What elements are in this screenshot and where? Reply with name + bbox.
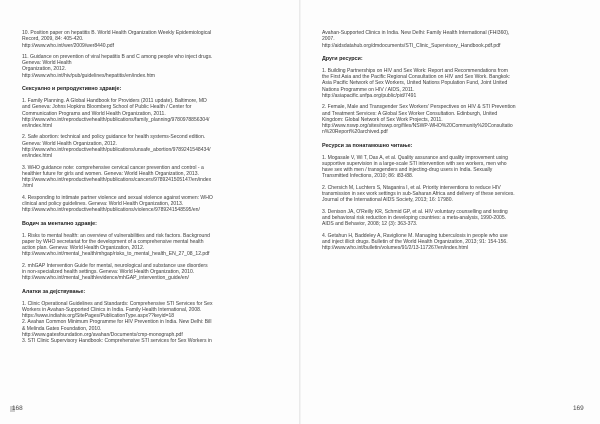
- left-page: [0, 0, 299, 424]
- heading-further-reading: Ресурси за понатамошно читање:: [322, 143, 413, 150]
- reference-tools-list: 1. Clinic Operational Guidelines and Standards: Comprehensive STI Services for Sex Workers in Avahan-Supported Clinics in India. Family Health International, 2008. https://www.indiahiv.org/SitePages/PublicationType.aspx??keyid=18 2. Avahan Common Minimum Programme for HIV Prevention in India. New Delhi: Bill & Melinda Gates Foundation, 2010. http://www.gatesfoundation.org/avahan/Documents/cmp-monograph.pdf 3. STI Clinic Supervisory Handbook: Comprehensive STI services for Sex Workers in: [22, 300, 213, 345]
- reference-sexual-1: 1. Family Planning. A Global Handbook for Providers (2011 update). Baltimore, MD and Geneva: Johns Hopkins Bloomberg School of Public Health / Center for Communication Programs and World Health Organization, 2011. http://www.who.int/reproductivehealth/publications/family_planning/9780978856304/ en/index.html: [22, 98, 210, 130]
- reference-mental-1: 1. Risks to mental health: an overview of vulnerabilities and risk factors. Background paper by WHO secretariat for the development of a comprehensive mental health action plan. Geneva: World Health Organization, 2012. http://www.who.int/mental_health/mhgap/risks_to_mental_health_EN_27_08_12.pdf: [22, 232, 210, 258]
- reference-resource-1: 1. Building Partnerships on HIV and Sex Work: Report and Recommendations from the First Asia and the Pacific Regional Consultation on HIV and Sex Work. Bangkok: Asia Pacific Network of Sex Workers, United Nations Population Fund, Joint United Nations Programme on HIV / AIDS, 2011. http://asiapacific.unfpa.org/public/pid/7491: [322, 67, 511, 99]
- right-column: [322, 30, 588, 257]
- heading-action-tools: Алатки за дејствување:: [22, 289, 86, 296]
- page-number-left: 168: [12, 405, 23, 412]
- reference-reading-1: 1. Mogasale V, Wi T, Das A, et al. Quality assurance and quality improvement using supportive supervision in a large-scale STI intervention with sex workers, men who have sex with men / transgenders and injecting-drug users in India. Sexually Transmitted Infections, 2010; 86: i83-i88.: [322, 154, 508, 180]
- right-page: [301, 0, 600, 424]
- heading-sexual-reproductive-health: Сексуално и репродуктивно здравје:: [22, 86, 122, 93]
- reference-10: 10. Position paper on hepatitis B. World Health Organization Weekly Epidemiological Record, 2009, 84: 405-420. http://www.who.int/wer/2009/wer8440.pdf: [22, 30, 212, 49]
- reference-mental-2: 2. mhGAP Intervention Guide for mental, neurological and substance use disorders in non-specialized health settings. Geneva: World Health Organization, 2010. http://www.who.int/mental_health/evidence/mhGAP_intervention_guide/en/: [22, 262, 208, 282]
- reference-reading-3: 3. Denison JA, O'Reilly KR, Schmid GP, et al. HIV voluntary counselling and testing and behavioral risk reduction in developing countries: a meta-analysis, 1990-2005. AIDS and Behavior, 2008; 12 (3): 363-373.: [322, 208, 508, 228]
- reference-tools-continued: Avahan-Supported Clinics in India. New Delhi: Family Health International (FHI360), 2007. http://aidsdatahub.org/dmdocuments/STI_Clinic_Supervisory_Handbook.pdf.pdf: [322, 30, 510, 49]
- left-column: [22, 30, 284, 350]
- reference-reading-2: 2. Chersich M, Luchters S, Ntaganira I, et al. Priority interventions to reduce HIV transmission in sex work settings in sub-Saharan Africa and delivery of these services. Journal of the International AIDS Society, 2013; 16: 17980.: [322, 184, 515, 204]
- reference-resource-2: 2. Female, Male and Transgender Sex Workers' Perspectives on HIV & STI Prevention and Treatment Services: A Global Sex Worker Consultation. Edinburgh, United Kingdom: Global Network of Sex Work Projects, 2011. http://www.nswp.org/sites/nswp.org/files/NSWP-WHO%20Community%20Consultatio n%20Report%20archived.pdf: [322, 104, 516, 136]
- heading-other-resources: Други ресурси:: [322, 56, 363, 63]
- reference-11: 11. Guidance on prevention of viral hepatitis B and C among people who inject drugs. Geneva: World Health Organization, 2012. http://www.who.int/hiv/pub/guidelines/hepatitis/en/index.htm: [22, 53, 213, 79]
- reference-reading-4: 4. Getahun H, Baddeley A, Raviglione M. Managing tuberculosis in people who use and inject illicit drugs. Bulletin of the World Health Organization, 2013; 91: 154-156. http://www.who.int/bulletin/volumes/91/2/13-117267/en/index.html: [322, 232, 508, 252]
- page-number-right: 169: [573, 405, 584, 412]
- heading-mental-health: Водич за ментално здравје:: [22, 221, 97, 228]
- reference-sexual-3: 3. WHO guidance note: comprehensive cervical cancer prevention and control - a healthier future for girls and women. Geneva: World Health Organization, 2013. http://www.who.int/reproductivehealth/publications/cancers/9789241505147/en/index .html: [22, 164, 212, 190]
- reference-sexual-2: 2. Safe abortion: technical and policy guidance for health systems-Second edition. Geneva: World Health Organization, 2012. http://www.who.int/reproductivehealth/publications/unsafe_abortion/9789241548434/ en/index.html: [22, 134, 211, 160]
- reference-sexual-4: 4. Responding to intimate partner violence and sexual violence against women: WHO clinical and policy guidelines. Geneva: World Health Organization, 2013. http://www.who.int/reproductivehealth/publications/violence/9789241548595/en/: [22, 194, 213, 214]
